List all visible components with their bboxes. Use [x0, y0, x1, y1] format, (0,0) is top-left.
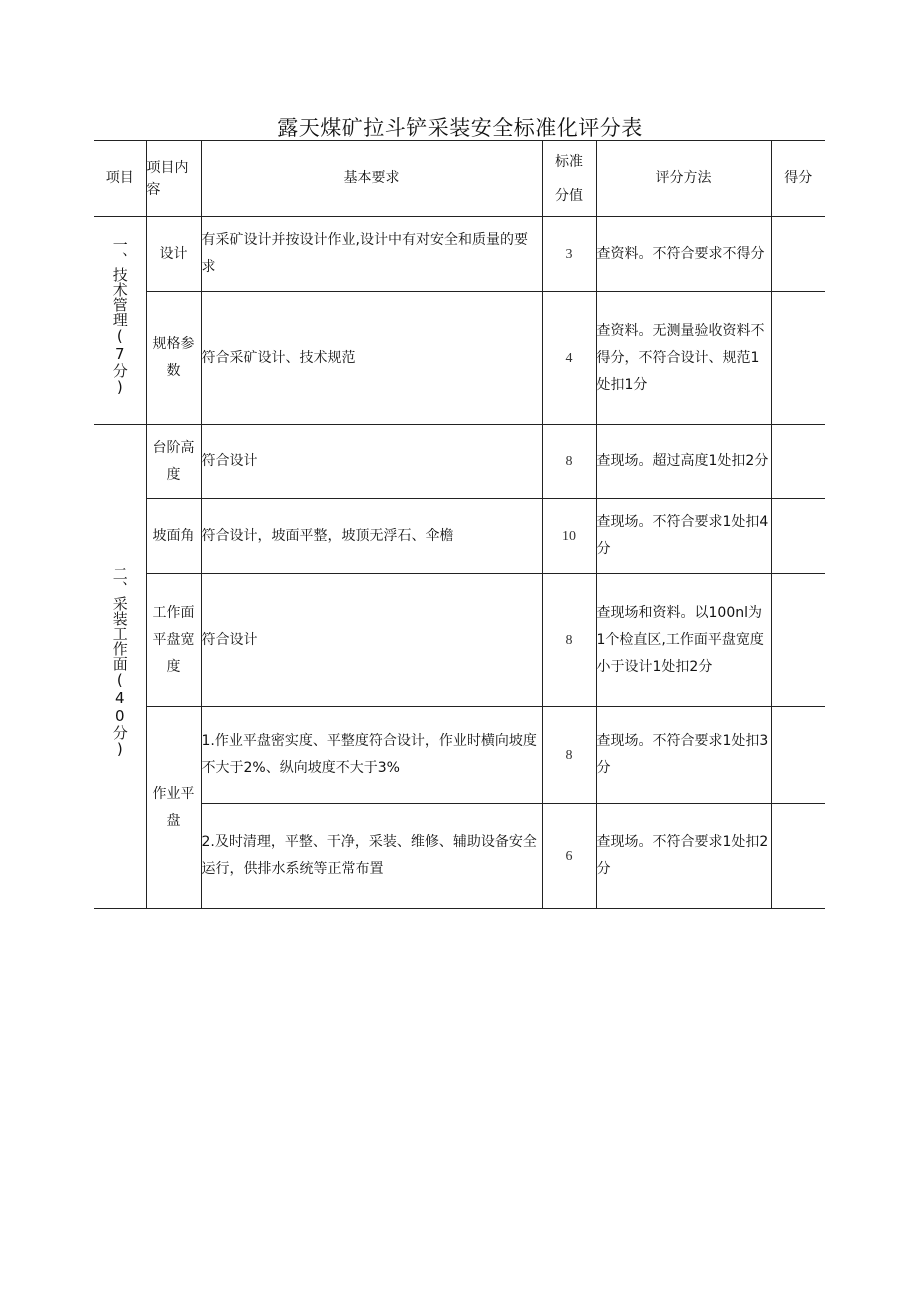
content-cell: 坡面角 — [146, 499, 201, 574]
table-row — [94, 425, 825, 499]
header-method: 评分方法 — [596, 141, 771, 217]
page-title: 露天煤矿拉斗铲采装安全标准化评分表 — [277, 116, 643, 140]
content-cell: 设计 — [146, 217, 201, 292]
method-cell: 查现场。不符合要求1处扣4分 — [596, 499, 771, 574]
requirement-cell: 符合采矿设计、技术规范 — [201, 292, 542, 425]
category-label: 一、技术管理(7分) — [110, 236, 129, 396]
score-cell[interactable] — [771, 499, 825, 574]
category-label: 二、采装工作面(40分) — [110, 566, 129, 758]
header-requirement: 基本要求 — [201, 141, 542, 217]
standard-cell: 10 — [542, 499, 596, 574]
content-cell: 台阶高度 — [146, 425, 201, 499]
method-cell: 查现场。超过高度1处扣2分 — [596, 425, 771, 499]
standard-cell: 8 — [542, 425, 596, 499]
standard-cell: 4 — [542, 292, 596, 425]
score-cell[interactable] — [771, 574, 825, 707]
header-row — [94, 141, 825, 217]
table-row — [94, 574, 825, 707]
requirement-cell: 2.及时清理，平整、干净，采装、维修、辅助设备安全运行，供排水系统等正常布置 — [201, 804, 542, 909]
requirement-cell: 有采矿设计并按设计作业,设计中有对安全和质量的要求 — [201, 217, 542, 292]
header-score: 得分 — [771, 141, 825, 217]
scoring-table — [94, 140, 825, 909]
table-row — [94, 707, 825, 804]
requirement-cell: 1.作业平盘密实度、平整度符合设计，作业时横向坡度不大于2%、纵向坡度不大于3% — [201, 707, 542, 804]
score-cell[interactable] — [771, 707, 825, 804]
header-standard — [542, 141, 596, 217]
standard-cell: 8 — [542, 574, 596, 707]
method-cell: 查现场。不符合要求1处扣2分 — [596, 804, 771, 909]
score-cell[interactable] — [771, 804, 825, 909]
content-cell: 工作面平盘宽度 — [146, 574, 201, 707]
requirement-cell: 符合设计 — [201, 574, 542, 707]
content-label: 作业平盘 — [152, 785, 195, 829]
content-cell — [146, 707, 201, 909]
method-cell: 查资料。无测量验收资料不得分，不符合设计、规范1处扣1分 — [596, 292, 771, 425]
header-item: 项目 — [94, 141, 146, 217]
method-cell: 查现场。不符合要求1处扣3分 — [596, 707, 771, 804]
table-row — [94, 804, 825, 909]
method-cell: 查资料。不符合要求不得分 — [596, 217, 771, 292]
score-cell[interactable] — [771, 217, 825, 292]
standard-cell: 6 — [542, 804, 596, 909]
header-standard-line1: 标准 — [555, 153, 583, 170]
header-content: 项目内容 — [146, 141, 201, 217]
score-cell[interactable] — [771, 425, 825, 499]
category-cell — [94, 425, 146, 909]
score-cell[interactable] — [771, 292, 825, 425]
requirement-cell: 符合设计 — [201, 425, 542, 499]
category-cell — [94, 217, 146, 425]
table-row — [94, 292, 825, 425]
table-row — [94, 217, 825, 292]
content-cell: 规格参数 — [146, 292, 201, 425]
standard-cell: 8 — [542, 707, 596, 804]
table-row — [94, 499, 825, 574]
standard-cell: 3 — [542, 217, 596, 292]
header-standard-line2: 分值 — [555, 187, 583, 204]
method-cell: 查现场和资料。以100nl为1个检直区,工作面平盘宽度小于设计1处扣2分 — [596, 574, 771, 707]
requirement-cell: 符合设计，坡面平整，坡顶无浮石、伞檐 — [201, 499, 542, 574]
